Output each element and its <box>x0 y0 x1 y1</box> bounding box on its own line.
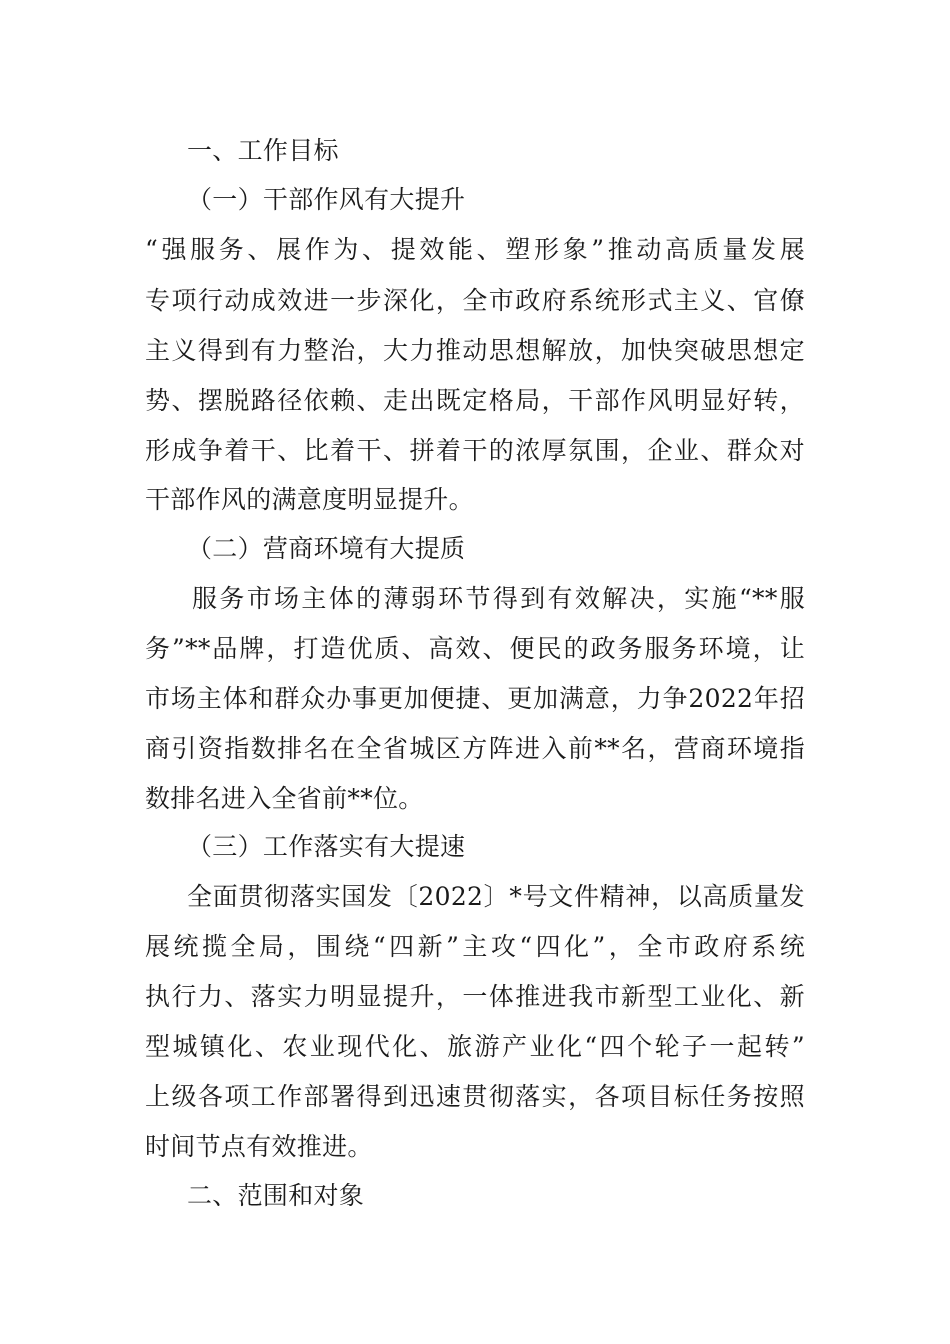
paragraph-line: 执行力、落实力明显提升，一体推进我市新型工业化、新 <box>145 982 805 1011</box>
paragraph-line: 市场主体和群众办事更加便捷、更加满意，力争2022年招 <box>145 684 805 713</box>
subsection-heading: （二）营商环境有大提质 <box>187 534 466 563</box>
paragraph-line: 专项行动成效进一步深化，全市政府系统形式主义、官僚 <box>145 286 805 315</box>
section-heading: 二、范围和对象 <box>187 1181 365 1210</box>
paragraph-line: 上级各项工作部署得到迅速贯彻落实，各项目标任务按照 <box>145 1082 805 1111</box>
subsection-heading: （一）干部作风有大提升 <box>187 185 466 214</box>
paragraph-line: 商引资指数排名在全省城区方阵进入前**名，营商环境指 <box>145 734 805 763</box>
paragraph-line: 型城镇化、农业现代化、旅游产业化“四个轮子一起转” <box>145 1032 805 1061</box>
subsection-heading: （三）工作落实有大提速 <box>187 832 466 861</box>
paragraph-line: 时间节点有效推进。 <box>145 1132 373 1161</box>
paragraph-line: 形成争着干、比着干、拼着干的浓厚氛围，企业、群众对 <box>145 436 805 465</box>
paragraph-line: 全面贯彻落实国发〔2022〕*号文件精神，以高质量发 <box>187 882 805 911</box>
paragraph-line: 服务市场主体的薄弱环节得到有效解决，实施“**服 <box>192 584 805 613</box>
paragraph-line: 干部作风的满意度明显提升。 <box>145 485 474 514</box>
paragraph-line: 展统揽全局，围绕“四新”主攻“四化”，全市政府系统 <box>145 932 805 961</box>
section-heading: 一、工作目标 <box>187 136 339 165</box>
paragraph-line: 势、摆脱路径依赖、走出既定格局，干部作风明显好转， <box>145 386 805 415</box>
paragraph-line: 务”**品牌，打造优质、高效、便民的政务服务环境，让 <box>145 634 805 663</box>
paragraph-line: 数排名进入全省前**位。 <box>145 784 424 813</box>
paragraph-line: “强服务、展作为、提效能、塑形象”推动高质量发展 <box>145 235 805 264</box>
paragraph-line: 主义得到有力整治，大力推动思想解放，加快突破思想定 <box>145 336 805 365</box>
